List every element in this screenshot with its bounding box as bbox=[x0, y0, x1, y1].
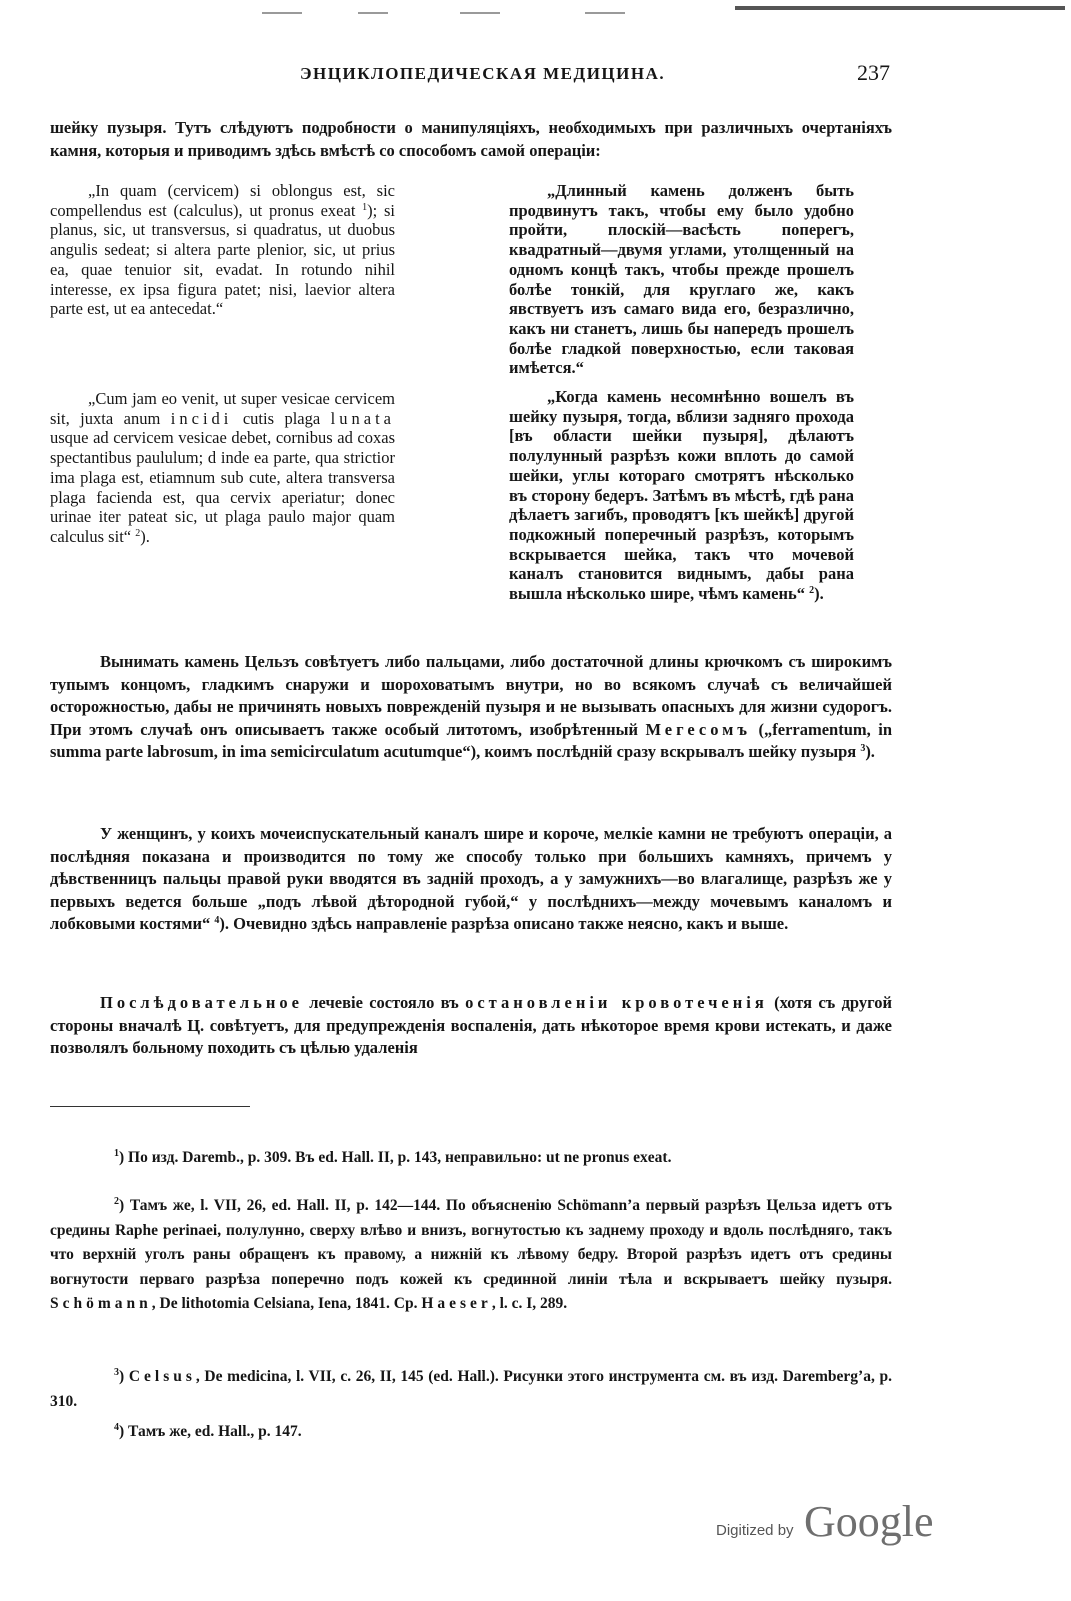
running-header bbox=[300, 60, 890, 90]
page-number: 237 bbox=[857, 60, 890, 85]
latin-quote-1: „In quam (cervicem) si oblongus est, sic compellendus est (calculus), ut pronus exeat $^1$); si planus, sic, ut transversus, si quadratus, ut duobus angulis sedeat; si altera parte plenior, sic, ut prius ea, quae tenuior sit, evadat. In rotundo nihil interesse, ex ipsa figura patet; nisi, laevior altera parte est, ut ea antecedat.“ bbox=[50, 181, 395, 319]
footnote-2: $^2$) Тамъ же, l. VII, 26, ed. Hall. II, p. 142—144. По объясненію Schömann’a первый разрѣзъ Цельза идетъ отъ средины Raphe perinaei, полулунно, сверху влѣво и внизъ, вогнутостью къ заднему проходу и вдоль послѣдняго, такъ что верхній уголъ раны обращенъ къ правому, а нижній къ лѣвому бедру. Второй разрѣзъ идетъ отъ средины вогнутости перваго разрѣза поперечно подъ кожей къ срединной линіи тѣла и вскрываетъ шейку пузыря. Schömann, De lithotomia Celsiana, Iena, 1841. Ср. Haeser, l. c. I, 289. bbox=[50, 1196, 892, 1313]
footnote-4: $^4$) Тамъ же, ed. Hall., p. 147. bbox=[114, 1422, 302, 1440]
footnote-ref: 4 bbox=[214, 915, 220, 927]
russian-translation-2: „Когда камень несомнѣнно вошелъ въ шейку пузыря, тогда, вблизи задняго прохода [въ области шейки пузыря], дѣлаютъ полулунный разрѣзъ кожи вплоть до самой шейки, углы котораго смотрятъ нѣсколько въ сторону бедеръ. Затѣмъ въ мѣстѣ, гдѣ рана дѣлаетъ загибъ, проводятъ [къ шейкѣ] другой подкожный поперечный разрѣзъ, которымъ вскрывается шейка, такъ что мочевой каналъ становится виднымъ, дабы рана вышла нѣсколько шире, чѣмъ камень“ $^2$). bbox=[509, 387, 854, 604]
running-title: ЭНЦИКЛОПЕДИЧЕСКАЯ МЕДИЦИНА. bbox=[300, 64, 666, 83]
watermark-digitized-text: Digitized by bbox=[716, 1522, 794, 1539]
footnote-ref: 2 bbox=[809, 585, 815, 597]
russian-translation-1: „Длинный камень долженъ быть продвинутъ такъ, чтобы ему было удобно пройти, плоскій—васѣсть поперегъ, квадратный—двумя углами, утолщенный на одномъ концѣ такъ, чтобы прежде прошелъ болѣе тонкій, для круглаго же, какъ явствуетъ изъ самаго вида его, безразлично, какъ ни станетъ, лишь бы напередъ прошелъ болѣе гладкой поверхностью, если таковая имѣется.“ bbox=[509, 181, 854, 378]
body-paragraph-1: Вынимать камень Цельзъ совѣтуетъ либо пальцами, либо достаточной длины крючкомъ съ широкимъ тупымъ концомъ, гладкимъ снаружи и шороховатымъ внутри, но во всякомъ случаѣ съ величайшей осторожностью, дабы не причинять новыхъ поврежденій пузыря и не вызывать опасныхъ для жизни судорогъ. При этомъ случаѣ онъ описываетъ также особый литотомъ, изобрѣтенный Мегесомъ („ferramentum, in summa parte labrosum, in ima semicirculatum acutumque“), коимъ послѣдній сразу вскрывалъ шейку пузыря $^3$). bbox=[50, 652, 892, 762]
latin-quote-2: „Cum jam eo venit, ut super vesicae cervicem sit, juxta anum incidi cutis plaga lunata usque ad cervicem vesicae debet, cornibus ad coxas spectantibus paululum; d inde ea parte, qua strictior ima plaga est, etiamnum sub cute, altera transversa plaga facienda est, qua cervix aperiatur; donec urinae iter pateat sic, ut plaga paulo major quam calculus sit“ $^2$). bbox=[50, 389, 395, 546]
footnote-3: $^3$) Celsus, De medicina, l. VII, c. 26, II, 145 (ed. Hall.). Рисунки этого инструмента см. въ изд. Daremberg’a, p. 310. bbox=[50, 1367, 892, 1410]
intro-paragraph: шейку пузыря. Тутъ слѣдуютъ подробности о манипуляціяхъ, необходимыхъ при различныхъ очертаніяхъ камня, которыя и приводимъ здѣсь вмѣстѣ со способомъ самой операціи: bbox=[50, 118, 892, 160]
digitized-by-google-watermark bbox=[716, 1496, 956, 1546]
footnote-ref: 1 bbox=[362, 201, 368, 213]
footnote-divider bbox=[50, 1106, 250, 1107]
google-logo: Google bbox=[804, 1497, 934, 1546]
body-paragraph-3: Послѣдовательное лечевіе состояло въ остановленіи кровотеченія (хотя съ другой стороны вначалѣ Ц. совѣтуетъ, для предупрежденія воспаленія, дать нѣкоторое время крови истекать, и даже позволялъ больному походить съ цѣлью удаленія bbox=[50, 993, 892, 1058]
footnote-ref: 2 bbox=[135, 527, 141, 539]
footnote-1: $^1$) По изд. Daremb., p. 309. Въ ed. Hall. II, p. 143, неправильно: ut ne pronus exeat. bbox=[114, 1148, 672, 1166]
scan-edge-marks bbox=[0, 0, 1071, 16]
body-paragraph-2: У женщинъ, у коихъ мочеиспускательный каналъ шире и короче, мелкіе камни не требуютъ операціи, а послѣдняя показана и производится по тому же способу только при большихъ камняхъ, причемъ у дѣвственницъ пальцы правой руки вводятся въ задній проходъ, а у замужнихъ—во влагалище, разрѣзъ же у первыхъ ведется больше „подъ лѣвой дѣтородной губой,“ у послѣднихъ—между мочевымъ каналомъ и лобковыми костями“ $^4$). Очевидно здѣсь направленіе разрѣза описано также неясно, какъ и выше. bbox=[50, 824, 892, 934]
footnote-ref: 3 bbox=[860, 743, 866, 755]
